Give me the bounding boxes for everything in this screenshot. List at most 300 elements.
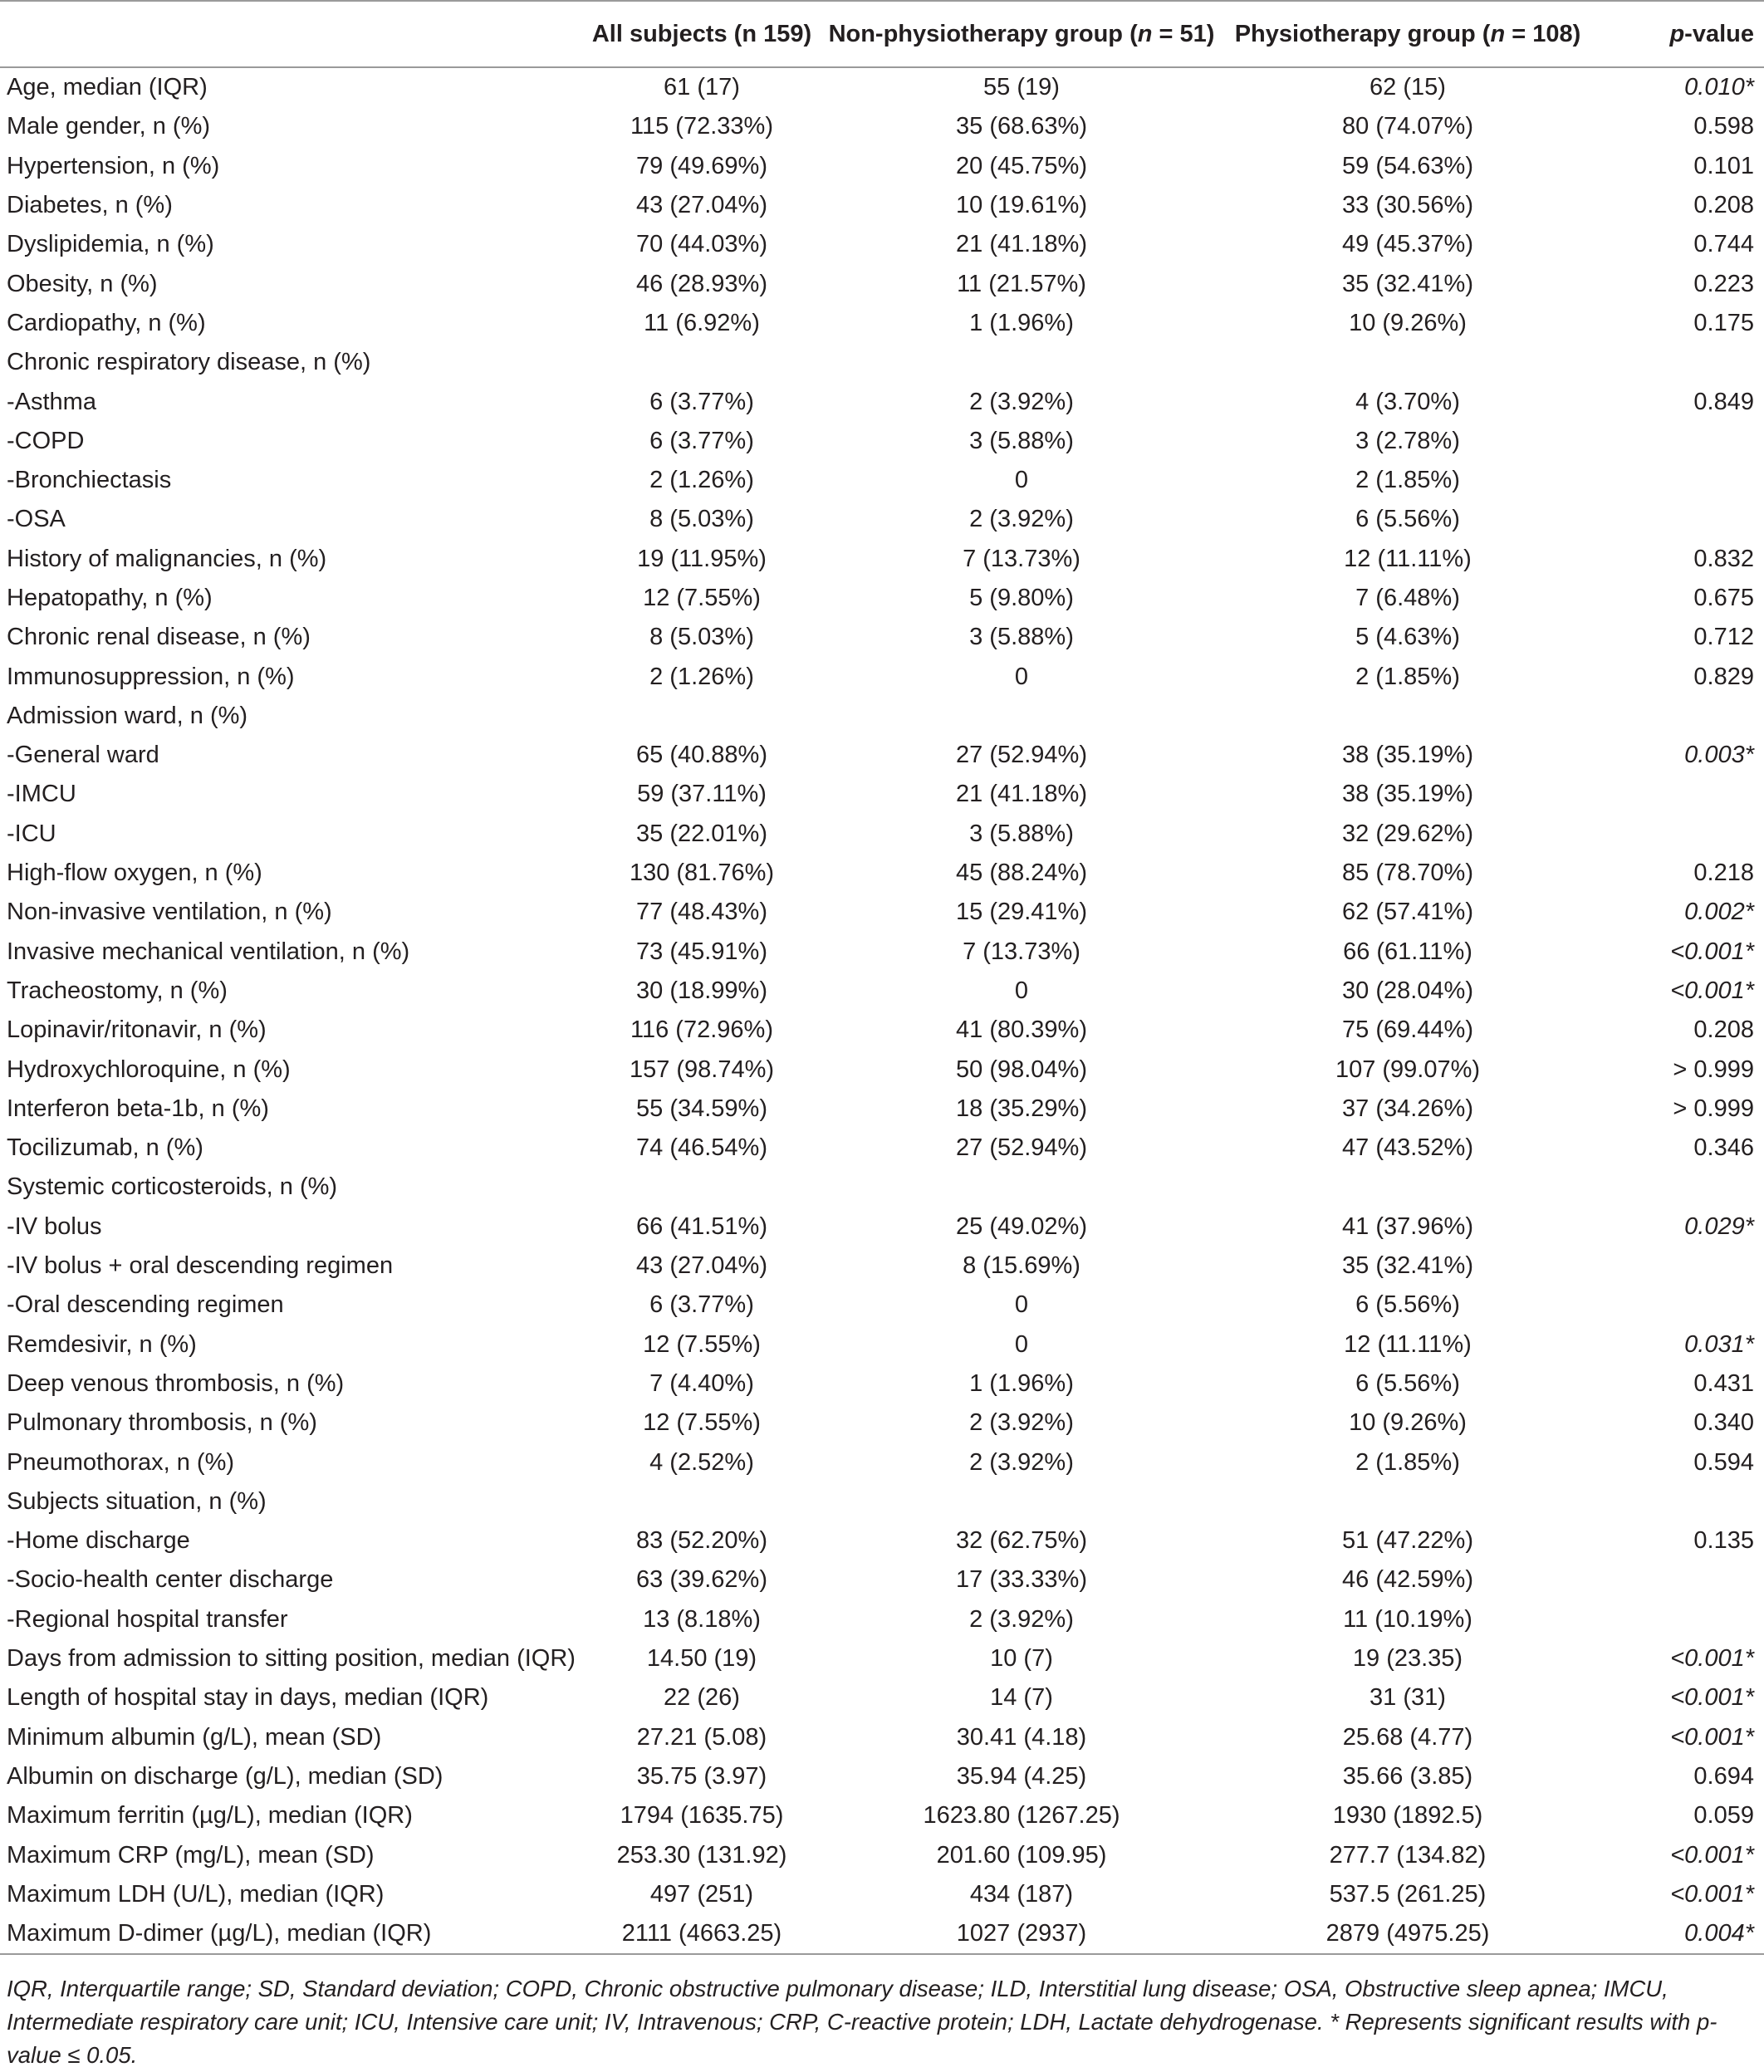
non-physiotherapy-cell: 5 (9.80%) [969,585,1074,611]
p-value-cell: 0.346 [1693,1134,1754,1162]
all-subjects-cell: 12 (7.55%) [643,1330,761,1358]
p-value-cell: 0.003* [1684,742,1754,769]
physiotherapy-cell: 19 (23.35) [1352,1645,1463,1673]
row-label: -Socio-health center discharge [7,1566,334,1594]
all-subjects-cell: 157 (98.74%) [629,1056,775,1083]
p-value-cell: 0.059 [1693,1802,1754,1830]
all-subjects-cell: 61 (17) [664,74,740,101]
header-physio-n: n [1490,20,1506,47]
table-row [0,618,1764,657]
non-physiotherapy-cell: 10 (19.61%) [956,192,1087,219]
p-value-cell: 0.175 [1693,309,1754,336]
p-value-cell: <0.001* [1670,1723,1754,1751]
row-label: Remdesivir, n (%) [7,1330,197,1358]
row-label: Days from admission to sitting position, median (IQR) [7,1645,576,1673]
row-label: -General ward [7,742,159,769]
all-subjects-cell: 2 (1.26%) [649,663,754,690]
all-subjects-cell: 55 (34.59%) [636,1095,767,1122]
non-physiotherapy-cell: 0 [1014,977,1029,1004]
non-physiotherapy-cell: 0 [1014,1330,1029,1358]
table-row [0,972,1764,1011]
physiotherapy-cell: 2879 (4975.25) [1221,1914,1595,1954]
table-row [0,893,1764,932]
non-physiotherapy-cell: 1623.80 (1267.25) [923,1802,1120,1830]
row-label: Chronic renal disease, n (%) [7,624,311,651]
row-label: Cardiopathy, n (%) [7,309,206,336]
all-subjects-cell [581,697,822,736]
all-subjects-cell: 116 (72.96%) [630,1016,773,1044]
row-label: Systemic corticosteroids, n (%) [7,1173,338,1201]
p-value-cell: 0.744 [1693,231,1754,258]
table-row [0,1364,1764,1403]
table-row [0,1090,1764,1129]
physiotherapy-cell: 7 (6.48%) [1355,585,1460,611]
table-row [0,1325,1764,1364]
p-value-cell: <0.001* [1670,1684,1754,1712]
non-physiotherapy-cell: 7 (13.73%) [963,938,1080,965]
table-row [0,1875,1764,1914]
all-subjects-cell: 19 (11.95%) [637,545,767,572]
p-value-cell: 0.849 [1693,388,1754,415]
row-label: Diabetes, n (%) [7,192,173,219]
table-row [0,1600,1764,1639]
p-value-cell [1595,1600,1764,1639]
table-row [0,461,1764,500]
header-non-physio-prefix: Non-physiotherapy group ( [828,20,1138,47]
row-label: Length of hospital stay in days, median (IQR) [7,1684,489,1712]
table-row [0,343,1764,382]
table-row [0,1639,1764,1678]
p-value-cell: <0.001* [1670,938,1754,965]
physiotherapy-cell: 3 (2.78%) [1355,427,1460,454]
table-row [0,1129,1764,1168]
non-physiotherapy-cell: 2 (3.92%) [969,1448,1074,1476]
row-label: Dyslipidemia, n (%) [7,231,214,258]
all-subjects-cell: 43 (27.04%) [636,192,767,219]
non-physiotherapy-cell: 1 (1.96%) [969,1369,1074,1397]
p-value-cell: 0.340 [1693,1409,1754,1437]
non-physiotherapy-cell: 35 (68.63%) [956,113,1087,140]
all-subjects-cell [581,1168,822,1207]
physiotherapy-cell: 2 (1.85%) [1355,1448,1460,1476]
p-value-cell: 0.135 [1693,1527,1754,1555]
p-value-cell: 0.832 [1693,545,1754,572]
table-row [0,422,1764,461]
physiotherapy-cell: 6 (5.56%) [1355,1291,1460,1319]
physiotherapy-cell: 10 (9.26%) [1349,1409,1467,1437]
physiotherapy-cell: 5 (4.63%) [1355,624,1460,651]
row-label: -Regional hospital transfer [7,1605,288,1633]
physiotherapy-cell: 38 (35.19%) [1342,781,1473,808]
table-row [0,107,1764,146]
all-subjects-cell: 30 (18.99%) [636,977,767,1004]
non-physiotherapy-cell: 10 (7) [990,1645,1053,1673]
row-label: Interferon beta-1b, n (%) [7,1095,269,1122]
table-row [0,1168,1764,1207]
non-physiotherapy-cell [822,343,1221,382]
physiotherapy-cell: 38 (35.19%) [1342,742,1473,769]
row-label: Hydroxychloroquine, n (%) [7,1056,291,1083]
non-physiotherapy-cell: 45 (88.24%) [956,860,1087,887]
p-value-cell [1595,1168,1764,1207]
all-subjects-cell: 35.75 (3.97) [636,1762,767,1790]
row-label: Obesity, n (%) [7,270,158,297]
table-row [0,540,1764,579]
table-row [0,1521,1764,1560]
row-label: -COPD [7,427,85,454]
all-subjects-cell: 63 (39.62%) [636,1566,767,1594]
all-subjects-cell: 12 (7.55%) [643,1409,761,1437]
p-value-cell: 0.829 [1693,663,1754,690]
row-label: Immunosuppression, n (%) [7,663,295,690]
all-subjects-cell: 59 (37.11%) [637,781,767,808]
row-label: -Oral descending regimen [7,1291,284,1319]
row-label: Tracheostomy, n (%) [7,977,228,1004]
all-subjects-cell: 65 (40.88%) [636,742,767,769]
table-row [0,1286,1764,1325]
p-value-cell: 0.004* [1595,1914,1764,1954]
p-value-cell [1595,1286,1764,1325]
row-label: History of malignancies, n (%) [7,545,327,572]
physiotherapy-cell: 35.66 (3.85) [1342,1762,1473,1790]
non-physiotherapy-cell: 2 (3.92%) [969,1409,1074,1437]
all-subjects-cell: 6 (3.77%) [649,1291,754,1319]
table-row [0,186,1764,225]
table-row [0,697,1764,736]
non-physiotherapy-cell: 3 (5.88%) [969,427,1074,454]
table-row [0,854,1764,893]
all-subjects-cell: 7 (4.40%) [649,1369,754,1397]
header-non-physiotherapy [822,1,1221,67]
physiotherapy-cell: 49 (45.37%) [1342,231,1473,258]
p-value-cell: <0.001* [1670,1880,1754,1908]
non-physiotherapy-cell: 11 (21.57%) [957,270,1086,297]
all-subjects-cell: 66 (41.51%) [636,1212,767,1240]
all-subjects-cell [581,1482,822,1521]
non-physiotherapy-cell: 8 (15.69%) [963,1252,1080,1280]
row-label: Male gender, n (%) [7,113,211,140]
row-label: Pneumothorax, n (%) [7,1448,235,1476]
all-subjects-cell: 6 (3.77%) [649,427,754,454]
p-value-cell [1595,1482,1764,1521]
header-p-italic: p [1669,20,1685,47]
table-row [0,1757,1764,1796]
row-label: Maximum ferritin (µg/L), median (IQR) [7,1802,413,1830]
all-subjects-cell: 8 (5.03%) [649,624,754,651]
row-label: High-flow oxygen, n (%) [7,860,262,887]
non-physiotherapy-cell [822,697,1221,736]
physiotherapy-cell: 41 (37.96%) [1342,1212,1473,1240]
all-subjects-cell: 77 (48.43%) [636,899,767,926]
non-physiotherapy-cell: 20 (45.75%) [956,152,1087,179]
p-value-cell [1595,461,1764,500]
non-physiotherapy-cell [822,1482,1221,1521]
row-label: Hypertension, n (%) [7,152,220,179]
physiotherapy-cell: 75 (69.44%) [1342,1016,1473,1044]
non-physiotherapy-cell [822,1168,1221,1207]
row-label: -IV bolus [7,1212,102,1240]
p-value-cell: 0.694 [1693,1762,1754,1790]
row-label: Subjects situation, n (%) [7,1487,267,1515]
row-label: Chronic respiratory disease, n (%) [7,349,371,376]
p-value-cell: <0.001* [1670,1841,1754,1869]
row-label: Age, median (IQR) [7,74,208,101]
all-subjects-cell: 4 (2.52%) [649,1448,754,1476]
p-value-cell: > 0.999 [1673,1056,1754,1083]
p-value-cell: 0.101 [1693,152,1754,179]
physiotherapy-cell: 33 (30.56%) [1342,192,1473,219]
all-subjects-cell: 497 (251) [649,1880,754,1908]
p-value-cell: 0.594 [1693,1448,1754,1476]
all-subjects-cell: 130 (81.76%) [629,860,775,887]
p-value-cell [1595,500,1764,539]
table-row [0,264,1764,303]
table-row [0,304,1764,343]
header-p-value [1595,1,1764,67]
all-subjects-cell: 14.50 (19) [646,1645,757,1673]
non-physiotherapy-cell: 27 (52.94%) [956,742,1087,769]
physiotherapy-cell: 46 (42.59%) [1342,1566,1473,1594]
p-value-cell: 0.010* [1684,74,1754,101]
physiotherapy-cell: 2 (1.85%) [1355,467,1460,494]
physiotherapy-cell: 62 (15) [1370,74,1446,101]
row-label: Hepatopathy, n (%) [7,585,213,611]
non-physiotherapy-cell: 27 (52.94%) [956,1134,1087,1162]
physiotherapy-cell: 59 (54.63%) [1342,152,1473,179]
non-physiotherapy-cell: 18 (35.29%) [956,1095,1087,1122]
p-value-cell: 0.712 [1693,624,1754,651]
row-label: -OSA [7,506,66,533]
table-row [0,1443,1764,1482]
p-value-cell [1595,1247,1764,1286]
table-row [0,933,1764,972]
header-all-subjects: All subjects (n 159) [581,1,822,67]
non-physiotherapy-cell: 15 (29.41%) [956,899,1087,926]
physiotherapy-cell: 25.68 (4.77) [1342,1723,1473,1751]
table-row [0,1482,1764,1521]
all-subjects-cell: 11 (6.92%) [644,309,760,336]
table-row [0,1247,1764,1286]
non-physiotherapy-cell: 434 (187) [969,1880,1074,1908]
header-physiotherapy [1221,1,1595,67]
physiotherapy-cell: 66 (61.11%) [1343,938,1472,965]
row-label: -Asthma [7,388,96,415]
physiotherapy-cell: 6 (5.56%) [1355,506,1460,533]
non-physiotherapy-cell: 3 (5.88%) [969,820,1074,847]
header-row [0,1,1764,67]
p-value-cell [1595,775,1764,814]
non-physiotherapy-cell: 25 (49.02%) [956,1212,1087,1240]
table-row [0,382,1764,421]
p-value-cell [1595,343,1764,382]
table-body [0,67,1764,1954]
all-subjects-cell: 115 (72.33%) [630,113,773,140]
row-label: -IV bolus + oral descending regimen [7,1252,394,1280]
physiotherapy-cell [1221,343,1595,382]
physiotherapy-cell: 11 (10.19%) [1343,1605,1472,1633]
all-subjects-cell: 13 (8.18%) [643,1605,761,1633]
row-label: Admission ward, n (%) [7,702,248,729]
physiotherapy-cell: 2 (1.85%) [1355,663,1460,690]
table-row [0,1560,1764,1599]
row-label: Lopinavir/ritonavir, n (%) [7,1016,267,1044]
row-label: -Home discharge [7,1527,190,1555]
all-subjects-cell: 6 (3.77%) [649,388,754,415]
non-physiotherapy-cell: 32 (62.75%) [956,1527,1087,1555]
p-value-cell [1595,422,1764,461]
p-value-cell: 0.208 [1693,1016,1754,1044]
non-physiotherapy-cell: 0 [1014,467,1029,494]
physiotherapy-cell: 12 (11.11%) [1344,1330,1472,1358]
all-subjects-cell: 79 (49.69%) [636,152,767,179]
non-physiotherapy-cell: 2 (3.92%) [969,506,1074,533]
non-physiotherapy-cell: 17 (33.33%) [956,1566,1087,1594]
row-label: -ICU [7,820,56,847]
header-physio-prefix: Physiotherapy group ( [1234,20,1491,47]
p-value-cell [1595,697,1764,736]
header-characteristic [0,1,581,67]
row-label: Maximum CRP (mg/L), mean (SD) [7,1841,375,1869]
physiotherapy-cell: 1930 (1892.5) [1332,1802,1483,1830]
physiotherapy-cell: 62 (57.41%) [1342,899,1473,926]
table-footnote: IQR, Interquartile range; SD, Standard deviation; COPD, Chronic obstructive pulmonary disease; ILD, Interstitial lung disease; OSA, Obstructive sleep apnea; IMCU, Intermediate respiratory care unit; ICU, Intensive care unit; IV, Intravenous; CRP, C-reactive protein; LDH, Lactate dehydrogenase. * Represents significant results with p-value ≤ 0.05. [7,1976,1717,2068]
p-value-cell: <0.001* [1670,977,1754,1004]
all-subjects-cell: 27.21 (5.08) [636,1723,767,1751]
physiotherapy-cell: 6 (5.56%) [1355,1369,1460,1397]
p-value-cell: 0.218 [1693,860,1754,887]
p-value-cell: > 0.999 [1673,1095,1754,1122]
physiotherapy-cell [1221,1168,1595,1207]
physiotherapy-cell [1221,697,1595,736]
header-non-physio-suffix: = 51) [1152,20,1215,47]
non-physiotherapy-cell: 2 (3.92%) [969,1605,1074,1633]
non-physiotherapy-cell: 0 [1014,1291,1029,1319]
all-subjects-cell: 2 (1.26%) [649,467,754,494]
row-label: -Bronchiectasis [7,467,172,494]
p-value-cell: 0.598 [1693,113,1754,140]
table-row [0,1717,1764,1756]
table-row [0,775,1764,814]
table-row [0,1796,1764,1835]
physiotherapy-cell: 35 (32.41%) [1342,1252,1473,1280]
table-row [0,736,1764,775]
row-label: Pulmonary thrombosis, n (%) [7,1409,317,1437]
table-row [0,1403,1764,1443]
table-header [0,1,1764,67]
table-row [0,1050,1764,1089]
all-subjects-cell: 253.30 (131.92) [616,1841,787,1869]
non-physiotherapy-cell: 21 (41.18%) [956,781,1087,808]
non-physiotherapy-cell: 0 [1014,663,1029,690]
table-row [0,147,1764,186]
non-physiotherapy-cell: 7 (13.73%) [963,545,1080,572]
non-physiotherapy-cell: 30.41 (4.18) [956,1723,1087,1751]
row-label: -IMCU [7,781,76,808]
all-subjects-cell: 8 (5.03%) [649,506,754,533]
p-value-cell [1595,815,1764,854]
row-label: Non-invasive ventilation, n (%) [7,899,332,926]
physiotherapy-cell: 47 (43.52%) [1342,1134,1473,1162]
physiotherapy-cell: 30 (28.04%) [1342,977,1473,1004]
physiotherapy-cell: 37 (34.26%) [1342,1095,1473,1122]
all-subjects-cell: 2111 (4663.25) [581,1914,822,1954]
physiotherapy-cell [1221,1482,1595,1521]
physiotherapy-cell: 10 (9.26%) [1349,309,1467,336]
p-value-cell: 0.002* [1684,899,1754,926]
row-label: Minimum albumin (g/L), mean (SD) [7,1723,382,1751]
table-row [0,815,1764,854]
all-subjects-cell: 12 (7.55%) [643,585,761,611]
non-physiotherapy-cell: 3 (5.88%) [969,624,1074,651]
row-label: Invasive mechanical ventilation, n (%) [7,938,410,965]
physiotherapy-cell: 85 (78.70%) [1342,860,1473,887]
physiotherapy-cell: 32 (29.62%) [1342,820,1473,847]
physiotherapy-cell: 537.5 (261.25) [1329,1880,1487,1908]
physiotherapy-cell: 31 (31) [1370,1684,1446,1712]
row-label: Deep venous thrombosis, n (%) [7,1369,345,1397]
all-subjects-cell [581,343,822,382]
row-label: Tocilizumab, n (%) [7,1134,203,1162]
all-subjects-cell: 43 (27.04%) [636,1252,767,1280]
p-value-cell: 0.675 [1693,585,1754,611]
physiotherapy-cell: 35 (32.41%) [1342,270,1473,297]
table-row [0,1835,1764,1874]
all-subjects-cell: 70 (44.03%) [636,231,767,258]
table-row [0,500,1764,539]
physiotherapy-cell: 4 (3.70%) [1355,388,1460,415]
all-subjects-cell: 46 (28.93%) [636,270,767,297]
non-physiotherapy-cell: 1 (1.96%) [969,309,1074,336]
header-non-physio-n: n [1137,20,1153,47]
non-physiotherapy-cell: 1027 (2937) [822,1914,1221,1954]
p-value-cell: 0.029* [1684,1212,1754,1240]
physiotherapy-cell: 277.7 (134.82) [1329,1841,1487,1869]
header-p-rest: -value [1684,20,1754,47]
row-label: Maximum LDH (U/L), median (IQR) [7,1880,385,1908]
row-label: Maximum D-dimer (µg/L), median (IQR) [0,1914,581,1954]
non-physiotherapy-cell: 55 (19) [983,74,1060,101]
table-row [0,1914,1764,1954]
table-row [0,657,1764,696]
table-row [0,1011,1764,1050]
row-label: Albumin on discharge (g/L), median (SD) [7,1762,443,1790]
all-subjects-cell: 83 (52.20%) [636,1527,767,1555]
non-physiotherapy-cell: 201.60 (109.95) [936,1841,1107,1869]
table-row [0,579,1764,618]
physiotherapy-cell: 12 (11.11%) [1344,545,1472,572]
p-value-cell [1595,1560,1764,1599]
p-value-cell: <0.001* [1670,1645,1754,1673]
table-row [0,225,1764,264]
all-subjects-cell: 74 (46.54%) [636,1134,767,1162]
physiotherapy-cell: 107 (99.07%) [1335,1056,1481,1083]
all-subjects-cell: 22 (26) [664,1684,740,1712]
non-physiotherapy-cell: 2 (3.92%) [969,388,1074,415]
non-physiotherapy-cell: 41 (80.39%) [956,1016,1087,1044]
p-value-cell: 0.031* [1684,1330,1754,1358]
non-physiotherapy-cell: 21 (41.18%) [956,231,1087,258]
header-physio-suffix: = 108) [1505,20,1581,47]
all-subjects-cell: 1794 (1635.75) [620,1802,784,1830]
table-row [0,67,1764,107]
non-physiotherapy-cell: 35.94 (4.25) [956,1762,1087,1790]
p-value-cell: 0.431 [1693,1369,1754,1397]
table-row [0,1678,1764,1717]
non-physiotherapy-cell: 14 (7) [990,1684,1053,1712]
all-subjects-cell: 35 (22.01%) [636,820,767,847]
table-row [0,1207,1764,1247]
all-subjects-cell: 73 (45.91%) [636,938,767,965]
